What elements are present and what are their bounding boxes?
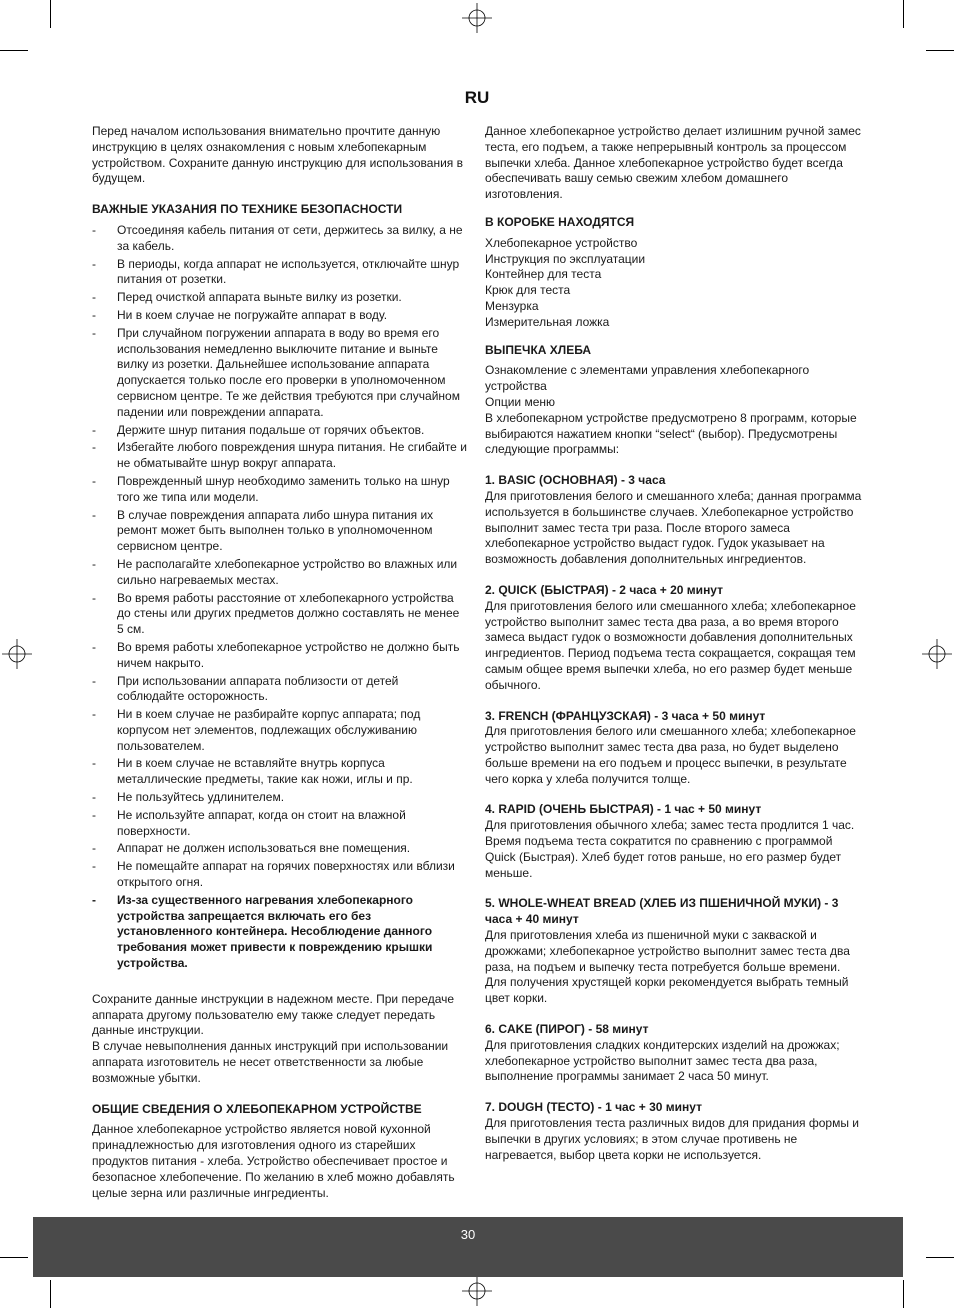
list-item: Контейнер для теста: [485, 267, 602, 282]
program-title: 3. FRENCH (ФРАНЦУЗСКАЯ) - 3 часа + 50 минут: [485, 708, 766, 723]
left-column: [92, 124, 467, 1201]
crop-mark: [926, 1257, 954, 1258]
list-item: Хлебопекарное устройство: [485, 235, 638, 250]
registration-mark-top: [462, 3, 492, 33]
crop-mark: [903, 0, 904, 28]
list-item: - В случае повреждения аппарата либо шнура питания их ремонт может быть выполнен только в уполномоченном сервисном центре.: [92, 508, 467, 555]
program-text: Для приготовления белого или смешанного хлеба; хлебопекарное устройство выполнит замес теста два раза, но будет выделено больше времени на его подъем и процесс выпечки, в результате чего корка у хлеба получится толще.: [485, 724, 856, 786]
list-item: Инструкция по эксплуатации: [485, 251, 646, 266]
list-item: Измерительная ложка: [485, 314, 610, 329]
list-item: - Аппарат не должен использоваться вне помещения.: [92, 841, 467, 857]
crop-mark: [903, 1280, 904, 1308]
list-item: - Отсоединяя кабель питания от сети, держитесь за вилку, а не за кабель.: [92, 223, 467, 255]
safety-warning: - Из-за существенного нагревания хлебопекарного устройства запрещается включать его без установленного контейнера. Несоблюдение данного требования может привести к повреждению крышки устройства.: [92, 893, 467, 972]
page-number: 30: [460, 1227, 476, 1242]
keep-paragraph: Сохраните данные инструкции в надежном месте. При передаче аппарата другому пользователю ему также следует передать данные инструкции.: [92, 991, 455, 1038]
program-text: Для приготовления обычного хлеба; замес теста продлится 1 час. Время подъема теста сократится по сравнению с программой Quick (Быстрая). Хлеб будет готов раньше, но его размер будет меньше.: [485, 818, 855, 880]
general-heading: ОБЩИЕ СВЕДЕНИЯ О ХЛЕБОПЕКАРНОМ УСТРОЙСТВЕ: [92, 1101, 422, 1116]
baking-line: В хлебопекарном устройстве предусмотрено 8 программ, которые выбираются нажатием кнопки “select“ (выбор). Предусмотрены следующие программы:: [485, 410, 857, 457]
registration-mark-left: [2, 639, 32, 669]
footer-bar: [33, 1217, 903, 1277]
list-item: - В периоды, когда аппарат не используется, отключайте шнур питания от розетки.: [92, 257, 467, 289]
program-title: 2. QUICK (БЫСТРАЯ) - 2 часа + 20 минут: [485, 582, 724, 597]
list-item: - При случайном погружении аппарата в воду во время его использования немедленно выключите питание и выньте вилку из розетки. Дальнейшее использование аппарата допускается только после его проверки в уполномоченном сервисном центре. Те же действия требуются при случайном падении или повреждении аппарата.: [92, 326, 467, 421]
baking-line: Опции меню: [485, 394, 555, 409]
baking-heading: ВЫПЕЧКА ХЛЕБА: [485, 342, 592, 357]
list-item: - Не помещайте аппарат на горячих поверхностях или вблизи открытого огня.: [92, 859, 467, 891]
baking-line: Ознакомление с элементами управления хлебопекарного устройства: [485, 363, 810, 394]
list-item: - Не располагайте хлебопекарное устройство во влажных или сильно нагреваемых местах.: [92, 557, 467, 589]
box-contents-list: [485, 236, 865, 331]
crop-mark: [50, 1280, 51, 1308]
program-title: 4. RAPID (ОЧЕНЬ БЫСТРАЯ) - 1 час + 50 минут: [485, 802, 762, 817]
list-item: - Перед очисткой аппарата выньте вилку из розетки.: [92, 290, 467, 306]
program-text: Для приготовления белого или смешанного хлеба; хлебопекарное устройство выполнит замес теста два раза, а во время второго замеса выдаст гудок о возможности добавления дополнительных ингредиентов. Период подъема теста сокращается, сокращая тем самым общее время выпечки хлеба, но его размер будет меньше обычного.: [485, 598, 856, 692]
list-item: - При использовании аппарата поблизости от детей соблюдайте осторожность.: [92, 674, 467, 706]
safety-heading: ВАЖНЫЕ УКАЗАНИЯ ПО ТЕХНИКЕ БЕЗОПАСНОСТИ: [92, 202, 403, 217]
list-item: - Не пользуйтесь удлинителем.: [92, 790, 467, 806]
registration-mark-bottom: [462, 1276, 492, 1306]
safety-list: [92, 223, 467, 972]
program-text: Для приготовления хлеба из пшеничной муки с закваской и дрожжами; хлебопекарное устройство выполнит замес теста два раза, на подъем и выпечку теста потребуется больше времени. Для получения хрустящей корки рекомендуется выбрать темный цвет корки.: [485, 928, 850, 1006]
list-item: - Во время работы расстояние от хлебопекарного устройства до стены или других предметов должно составлять не менее 5 см.: [92, 591, 467, 638]
program-title: 5. WHOLE-WHEAT BREAD (ХЛЕБ ИЗ ПШЕНИЧНОЙ МУКИ) - 3 часа + 40 минут: [485, 896, 839, 927]
program-text: Для приготовления теста различных видов для придания формы и выпечки в других условиях; в этом случае противень не нагревается, выбор цвета корки не используется.: [485, 1116, 860, 1162]
list-item: - Ни в коем случае не разбирайте корпус аппарата; под корпусом нет элементов, подлежащих обслуживанию пользователем.: [92, 707, 467, 754]
list-item: - Ни в коем случае не вставляйте внутрь корпуса металлические предметы, такие как ножи, иглы и пр.: [92, 756, 467, 788]
program-text: Для приготовления белого и смешанного хлеба; данная программа используется в большинстве случаев. Хлебопекарное устройство выполнит замес теста три раза. После второго замеса хлебопекарное устройство выдаст гудок. Гудок указывает на возможность добавления дополнительных ингредиентов.: [485, 488, 862, 567]
right-intro-paragraph: Данное хлебопекарное устройство делает излишним ручной замес теста, его подъем, а также непрерывный контроль за процессом выпечки хлеба. Данное хлебопекарное устройство будет всегда обеспечивать вашу семью свежим хлебом домашнего изготовления.: [485, 124, 861, 202]
right-column: [485, 124, 865, 1163]
liability-paragraph: В случае невыполнения данных инструкций при использовании аппарата изготовитель не несет ответственности за любые возможные убытки.: [92, 1039, 449, 1085]
program-title: 7. DOUGH (ТЕСТО) - 1 час + 30 минут: [485, 1100, 702, 1115]
list-item: - Во время работы хлебопекарное устройство не должно быть ничем накрыто.: [92, 640, 467, 672]
crop-mark: [0, 50, 28, 51]
intro-paragraph: Перед началом использования внимательно прочтите данную инструкцию в целях ознакомления с новым хлебопекарным устройством. Сохраните данную инструкцию для использования в будущем.: [92, 124, 463, 186]
list-item: Мензурка: [485, 298, 539, 313]
program-title: 1. BASIC (ОСНОВНАЯ) - 3 часа: [485, 473, 666, 488]
list-item: - Держите шнур питания подальше от горячих объектов.: [92, 423, 467, 439]
list-item: Крюк для теста: [485, 283, 571, 298]
list-item: - Поврежденный шнур необходимо заменить только на шнур того же типа или модели.: [92, 474, 467, 506]
crop-mark: [926, 50, 954, 51]
program-title: 6. CAKE (ПИРОГ) - 58 минут: [485, 1022, 649, 1037]
list-item: - Избегайте любого повреждения шнура питания. Не сгибайте и не обматывайте шнур вокруг аппарата.: [92, 440, 467, 472]
list-item: - Не используйте аппарат, когда он стоит на влажной поверхности.: [92, 808, 467, 840]
crop-mark: [50, 0, 51, 28]
general-paragraph: Данное хлебопекарное устройство является новой кухонной принадлежностью для изготовления одного из старейших продуктов питания - хлеба. Устройство обеспечивает простое и безопасное хлебопечение. По желанию в хлеб можно добавлять целые зерна или различные ингредиенты.: [92, 1122, 455, 1200]
box-heading: В КОРОБКЕ НАХОДЯТСЯ: [485, 214, 635, 229]
crop-mark: [0, 1257, 28, 1258]
language-header: RU: [464, 88, 490, 107]
registration-mark-right: [922, 639, 952, 669]
list-item: - Ни в коем случае не погружайте аппарат в воду.: [92, 308, 467, 324]
program-text: Для приготовления сладких кондитерских изделий на дрожжах; хлебопекарное устройство выполнит замес теста два раза, выполнение программы занимает 2 часа 50 минут.: [485, 1037, 840, 1084]
